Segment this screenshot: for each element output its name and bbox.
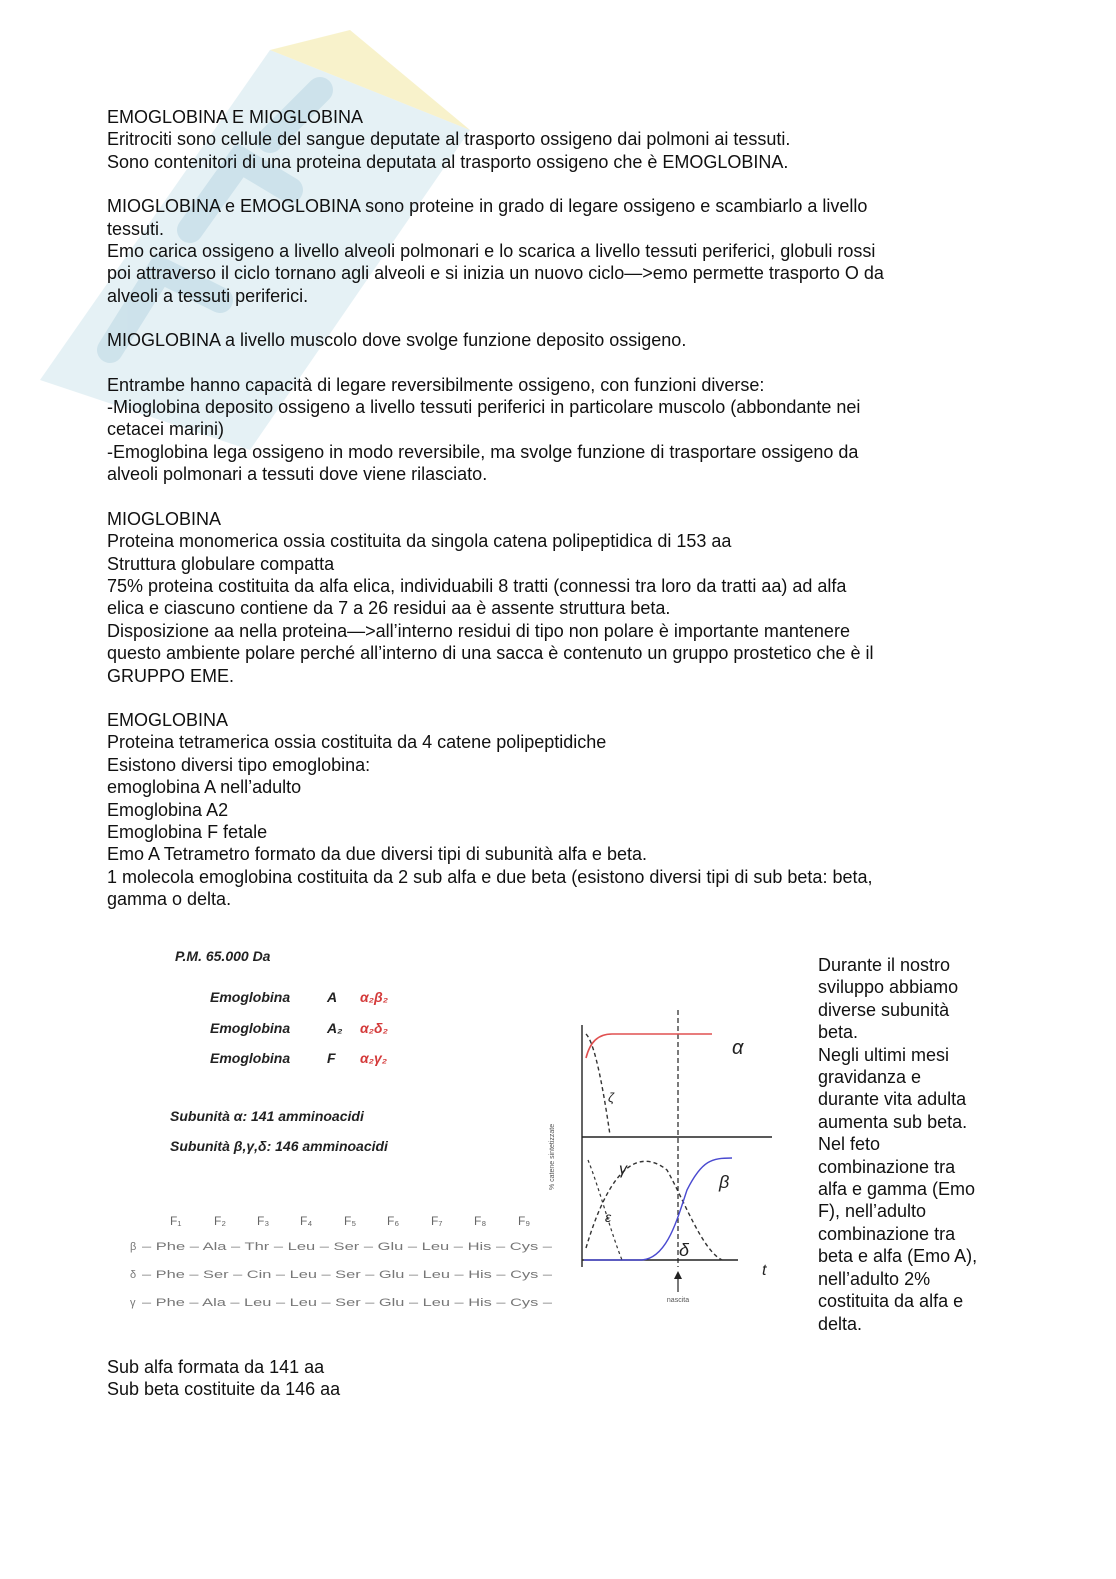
- text-line: poi attraverso il ciclo tornano agli alveoli e si inizia un nuovo ciclo—>emo permette trasporto O da: [107, 263, 884, 284]
- caption-line: Nel feto: [818, 1134, 881, 1155]
- text-line: Emo A Tetrametro formato da due diversi tipi di subunità alfa e beta.: [107, 844, 647, 865]
- text-line: GRUPPO EME.: [107, 665, 235, 686]
- hb-formula: α₂β₂: [360, 989, 389, 1005]
- subunit-beta-label: Subunità β,γ,δ: 146 amminoacidi: [170, 1138, 388, 1154]
- gamma-label: γ: [619, 1161, 627, 1178]
- myoglobin-section: [107, 508, 1012, 687]
- caption-line: combinazione tra: [818, 1156, 956, 1177]
- text-line: Disposizione aa nella proteina—>all’interno residui di tipo non polare è importante mantenere: [107, 620, 850, 641]
- sequence-chain-label: β: [130, 1241, 137, 1253]
- position-label: F₇: [431, 1214, 443, 1228]
- caption-line: diverse subunità: [818, 999, 950, 1020]
- caption-line: Durante il nostro: [818, 955, 951, 975]
- section-heading: EMOGLOBINA: [107, 709, 229, 730]
- caption-line: combinazione tra: [818, 1223, 956, 1244]
- caption-line: beta e alfa (Emo A),: [818, 1246, 978, 1267]
- text-line: Eritrociti sono cellule del sangue deputate al trasporto ossigeno dai polmoni ai tessuti.: [107, 129, 791, 150]
- hb-name: Emoglobina: [210, 989, 291, 1005]
- caption-line: F), nell’adulto: [818, 1201, 927, 1222]
- caption-line: gravidanza e: [818, 1067, 922, 1088]
- hemoglobin-section: [107, 709, 1012, 911]
- delta-label: δ: [679, 1240, 690, 1260]
- text-line: Emoglobina F fetale: [107, 821, 268, 842]
- alpha-label: α: [732, 1037, 744, 1059]
- text-line: Proteina tetramerica ossia costituita da 4 catene polipeptidiche: [107, 732, 607, 753]
- text-line: Entrambe hanno capacità di legare reversibilmente ossigeno, con funzioni diverse:: [107, 374, 765, 395]
- caption-line: Negli ultimi mesi: [818, 1044, 950, 1065]
- myoglobin-note-paragraph: [107, 329, 1012, 351]
- alpha-curve: [586, 1034, 712, 1058]
- caption-line: nell’adulto 2%: [818, 1268, 931, 1289]
- subunit-alpha-label: Subunità α: 141 amminoacidi: [170, 1108, 364, 1124]
- text-line: Sub alfa formata da 141 aa: [107, 1357, 325, 1377]
- position-label: F₄: [300, 1214, 313, 1228]
- position-label: F₅: [344, 1214, 357, 1228]
- text-line: emoglobina A nell’adulto: [107, 777, 302, 798]
- molecular-weight-label: P.M. 65.000 Da: [175, 948, 271, 964]
- caption-line: delta.: [818, 1313, 863, 1334]
- text-line: 1 molecola emoglobina costituita da 2 sub alfa e due beta (esistono diversi tipi di sub beta: beta,: [107, 866, 873, 887]
- epsilon-label: ε: [605, 1209, 612, 1225]
- x-axis-label: t: [762, 1262, 767, 1279]
- text-line: gamma o delta.: [107, 889, 232, 910]
- text-line: alveoli a tessuti periferici.: [107, 285, 309, 306]
- hb-name: Emoglobina: [210, 1020, 291, 1036]
- position-label: F₈: [474, 1214, 487, 1228]
- hb-type: A: [327, 989, 338, 1005]
- hb-type: A₂: [327, 1020, 343, 1036]
- sequence-chain-label: γ: [130, 1297, 136, 1309]
- caption-line: alfa e gamma (Emo: [818, 1179, 976, 1200]
- hb-formula: α₂δ₂: [360, 1020, 388, 1036]
- position-label: F₂: [214, 1214, 226, 1228]
- doc-title: EMOGLOBINA E MIOGLOBINA: [107, 107, 364, 127]
- document-body: [107, 106, 1012, 933]
- text-line: Esistono diversi tipo emoglobina:: [107, 754, 371, 775]
- position-label: F₁: [170, 1214, 182, 1228]
- synthesis-graph: [549, 1010, 772, 1304]
- sequence-row: – Phe – Ala – Leu – Leu – Ser – Glu – Leu – His – Cys –: [142, 1297, 554, 1309]
- text-line: 75% proteina costituita da alfa elica, individuabili 8 tratti (connessi tra loro da tratti aa) ad alfa: [107, 575, 847, 596]
- text-line: MIOGLOBINA e EMOGLOBINA sono proteine in grado di legare ossigeno e scambiarlo a livello: [107, 196, 868, 217]
- text-line: cetacei marini): [107, 419, 225, 440]
- subunit-summary: [107, 1356, 340, 1401]
- text-line: Proteina monomerica ossia costituita da singola catena polipeptidica di 153 aa: [107, 531, 732, 552]
- comparison-paragraph: [107, 374, 1012, 486]
- hemoglobin-figure: [122, 930, 792, 1320]
- caption-line: durante vita adulta: [818, 1089, 967, 1110]
- text-line: Struttura globulare compatta: [107, 553, 335, 574]
- birth-arrow: [674, 1271, 682, 1279]
- zeta-label: ζ: [608, 1090, 615, 1105]
- intro-paragraph: [107, 106, 1012, 173]
- y-axis-label: % catene sintetizzate: [549, 1123, 556, 1190]
- figure-caption: [818, 954, 1008, 1335]
- text-line: tessuti.: [107, 218, 165, 239]
- text-line: elica e ciascuno contiene da 7 a 26 residui aa è assente struttura beta.: [107, 598, 671, 619]
- text-line: alveoli polmonari a tessuti dove viene rilasciato.: [107, 464, 488, 485]
- text-line: Sono contenitori di una proteina deputata al trasporto ossigeno che è EMOGLOBINA.: [107, 151, 789, 172]
- sequence-row: – Phe – Ser – Cin – Leu – Ser – Glu – Leu – His – Cys –: [142, 1269, 554, 1281]
- beta-label: β: [719, 1172, 730, 1192]
- section-heading: MIOGLOBINA: [107, 508, 222, 529]
- caption-line: aumenta sub beta.: [818, 1111, 968, 1132]
- hb-name: Emoglobina: [210, 1050, 291, 1066]
- sequence-row: – Phe – Ala – Thr – Leu – Ser – Glu – Leu – His – Cys –: [142, 1241, 554, 1253]
- sequence-chain-label: δ: [130, 1269, 137, 1281]
- birth-label: nascita: [666, 1297, 690, 1304]
- position-label: F₆: [387, 1214, 400, 1228]
- hb-formula: α₂γ₂: [360, 1050, 388, 1066]
- function-paragraph: [107, 195, 1012, 307]
- caption-line: beta.: [818, 1022, 859, 1043]
- text-line: -Mioglobina deposito ossigeno a livello tessuti periferici in particolare muscolo (abbondante nei: [107, 397, 861, 418]
- text-line: -Emoglobina lega ossigeno in modo reversibile, ma svolge funzione di trasportare ossigeno da: [107, 441, 859, 462]
- caption-line: costituita da alfa e: [818, 1291, 964, 1312]
- text-line: Sub beta costituite da 146 aa: [107, 1379, 341, 1400]
- position-label: F₉: [518, 1214, 531, 1228]
- caption-line: sviluppo abbiamo: [818, 977, 959, 998]
- position-label: F₃: [257, 1214, 270, 1228]
- text-line: Emo carica ossigeno a livello alveoli polmonari e lo scarica a livello tessuti periferici, globuli rossi: [107, 241, 876, 262]
- text-line: questo ambiente polare perché all’interno di una sacca è contenuto un gruppo prostetico che è il: [107, 643, 874, 664]
- text-line: Emoglobina A2: [107, 799, 229, 820]
- text-line: MIOGLOBINA a livello muscolo dove svolge funzione deposito ossigeno.: [107, 330, 687, 351]
- hb-type: F: [327, 1050, 336, 1066]
